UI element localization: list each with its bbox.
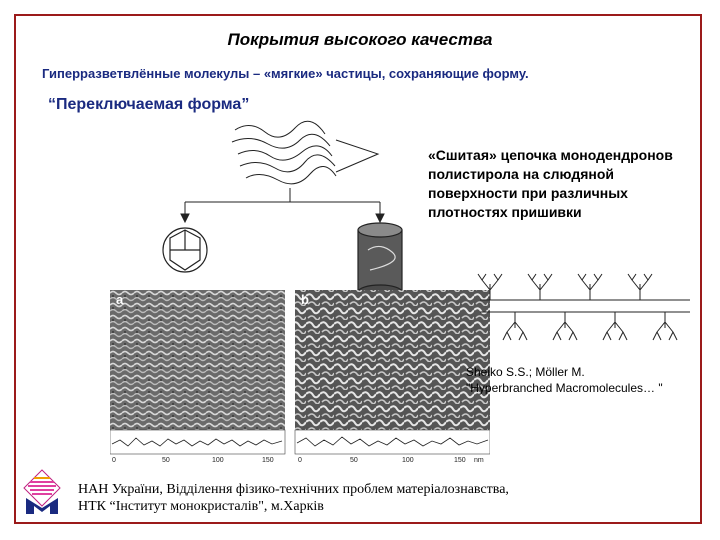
slide-title: Покрытия высокого качества xyxy=(227,30,493,49)
svg-text:100: 100 xyxy=(212,457,224,464)
figure-caption: «Сшитая» цепочка монодендронов полистирола на слюдяной поверхности при различных плотностях пришивки xyxy=(428,147,673,220)
reference-authors: Sheiko S.S.; Möller M. xyxy=(466,365,585,379)
svg-text:nm: nm xyxy=(474,457,484,464)
svg-text:150: 150 xyxy=(262,457,274,464)
svg-text:100: 100 xyxy=(402,457,414,464)
switchable-shape-label: “Переключаемая форма” xyxy=(48,96,250,113)
afm-image-a xyxy=(110,290,285,430)
svg-text:0: 0 xyxy=(298,457,302,464)
panel-label-a: a xyxy=(116,292,124,307)
reference-citation xyxy=(466,364,663,396)
afm-image-b xyxy=(295,290,490,430)
slide-subtitle: Гиперразветвлённые молекулы – «мягкие» частицы, сохраняющие форму. xyxy=(42,66,529,81)
footer-line-2: НТК “Інститут монокристалів", м.Харків xyxy=(78,499,324,514)
panel-label-b: b xyxy=(301,292,309,307)
dendron-schematic xyxy=(470,270,700,350)
sphere-drawing xyxy=(163,228,207,272)
svg-text:0: 0 xyxy=(112,457,116,464)
svg-text:50: 50 xyxy=(350,457,358,464)
svg-text:50: 50 xyxy=(162,457,170,464)
reference-title: "Hyperbranched Macromolecules… " xyxy=(466,381,663,395)
footer-line-1: НАН України, Відділення фізико-технічних проблем матеріалознавства, xyxy=(78,482,509,497)
cylinder-drawing xyxy=(358,223,402,299)
footer-affiliation xyxy=(78,481,509,515)
institute-logo-icon xyxy=(22,468,62,516)
molecule-cone-drawing xyxy=(181,121,384,222)
svg-text:150: 150 xyxy=(454,457,466,464)
